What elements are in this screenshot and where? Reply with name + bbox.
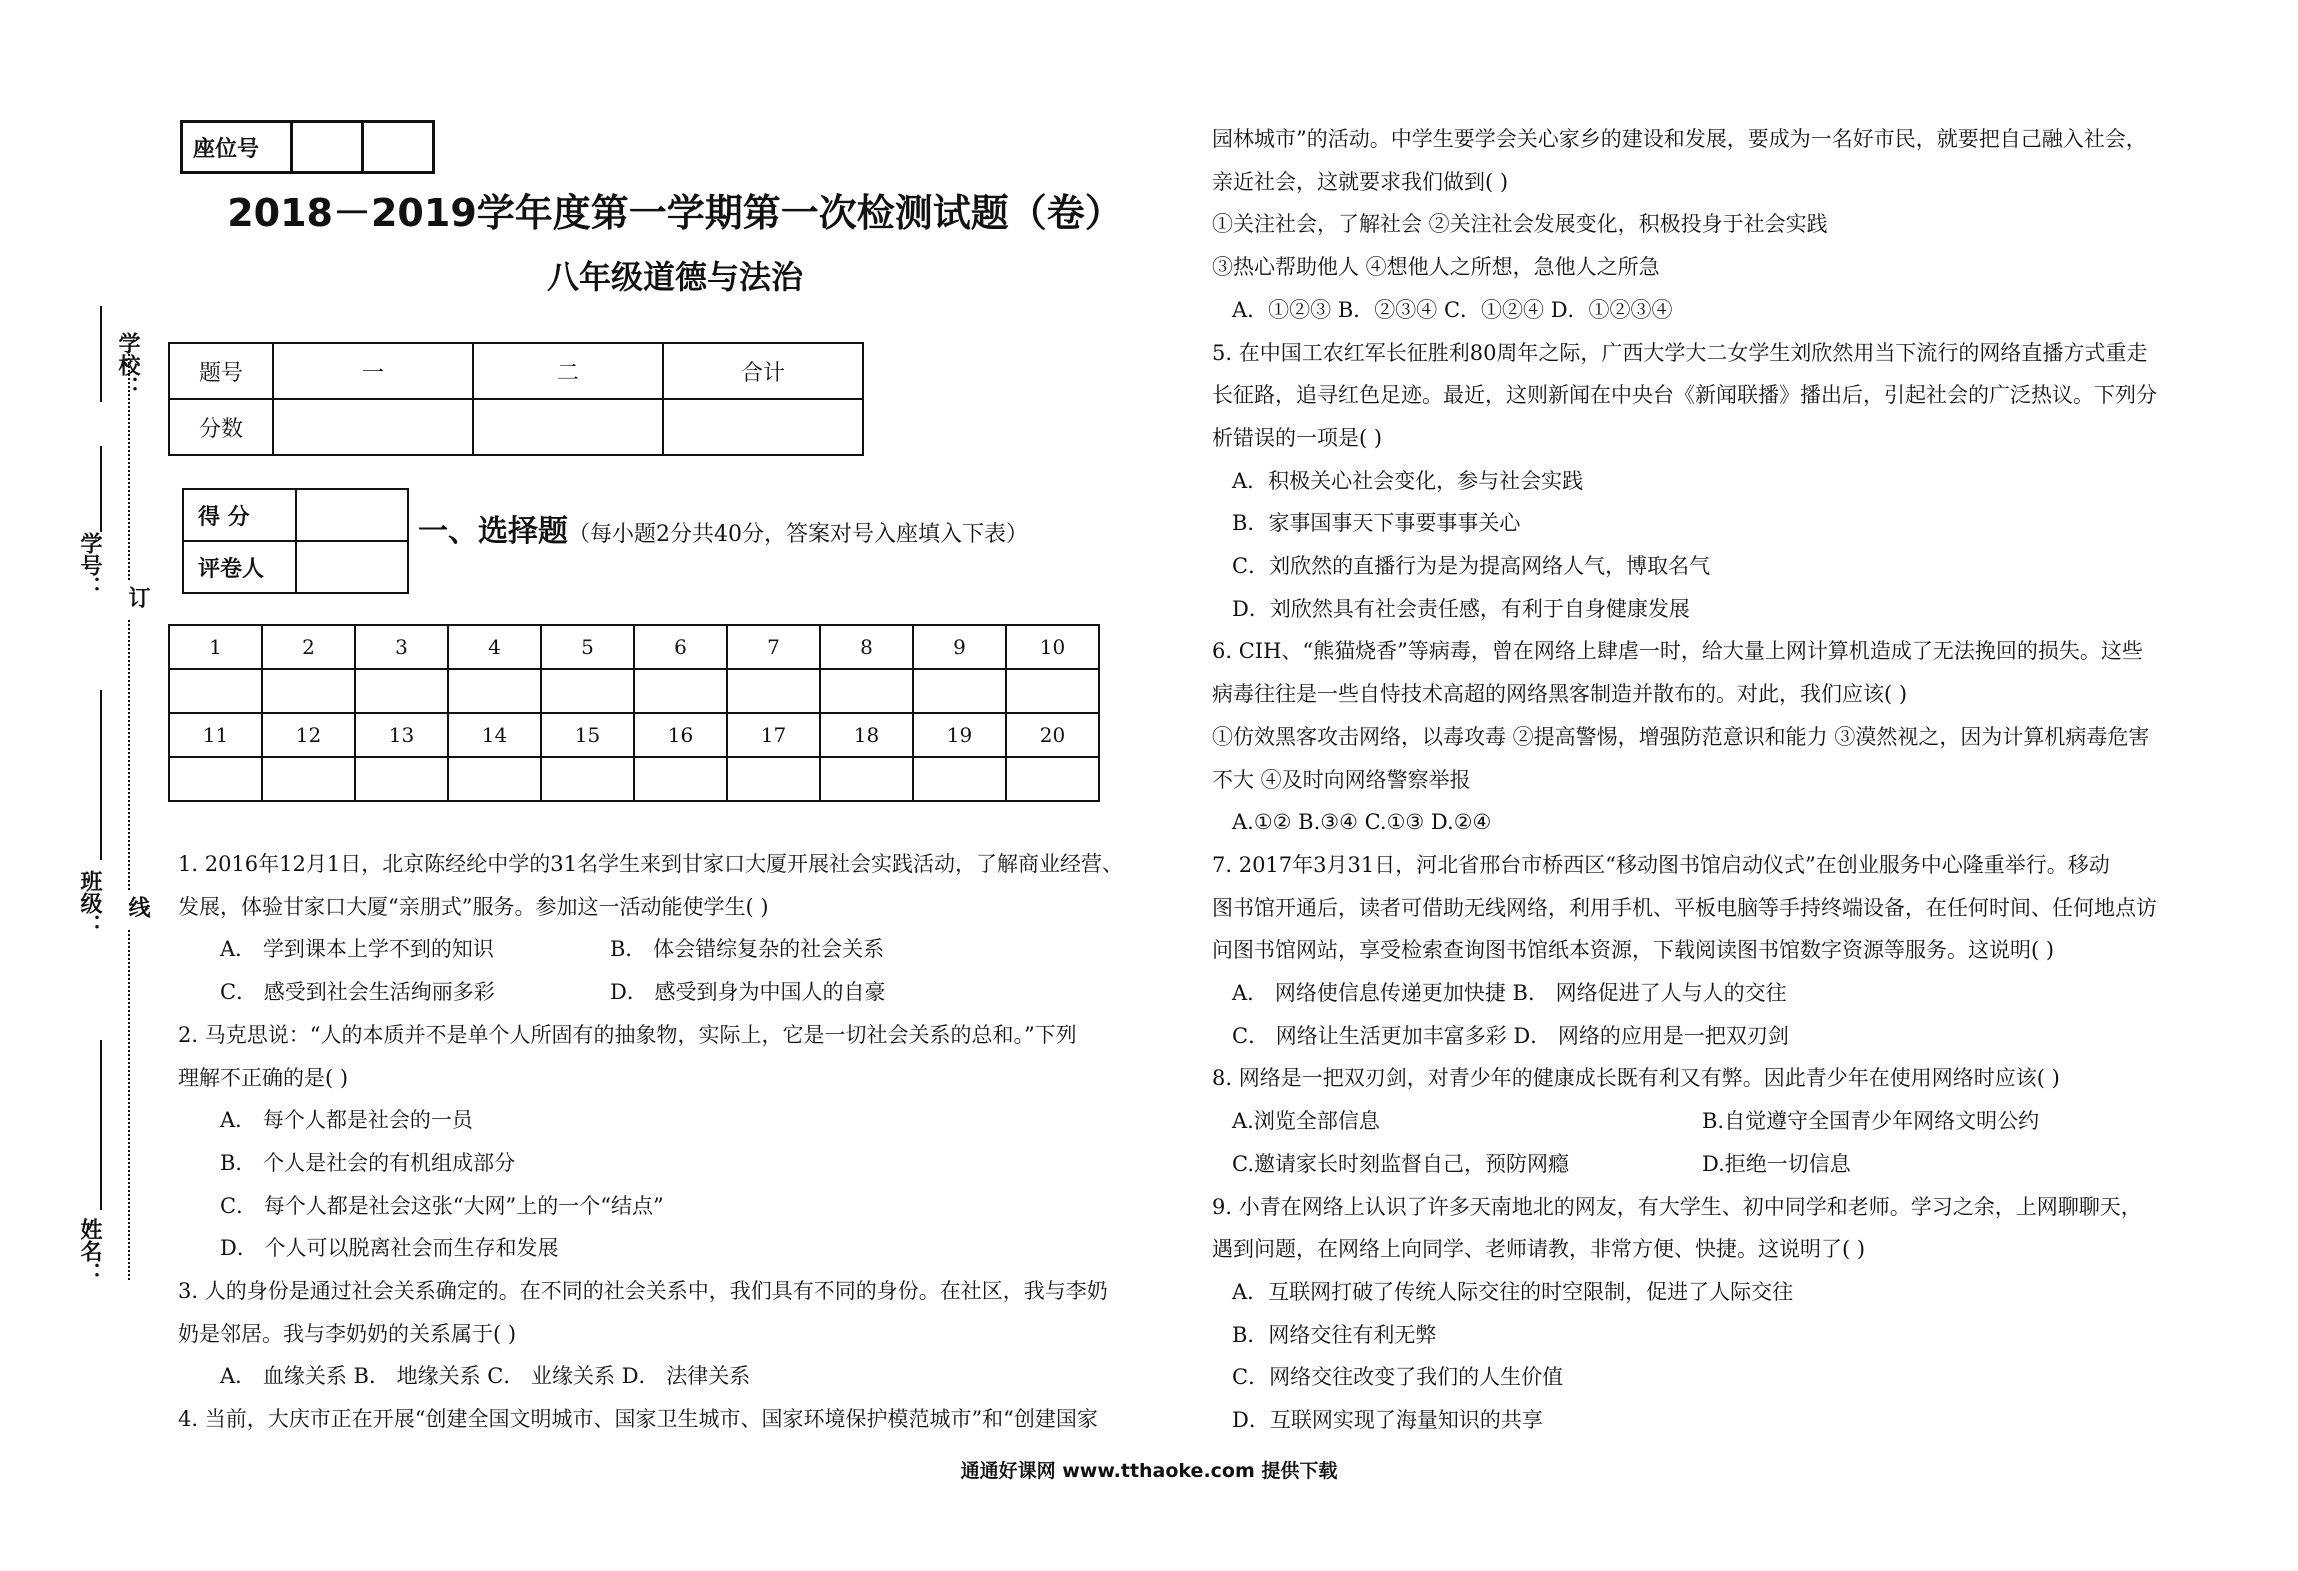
option: A．互联网打破了传统人际交往的时空限制，促进了人际交往 bbox=[1232, 1279, 1794, 1304]
score-cell[interactable] bbox=[663, 399, 863, 455]
binding-xian: 线 bbox=[125, 896, 150, 918]
question-column-left bbox=[178, 843, 1178, 1441]
section-title: 一、选择题 bbox=[418, 514, 568, 549]
answer-number: 13 bbox=[355, 713, 448, 757]
answer-number: 14 bbox=[448, 713, 541, 757]
answer-cell[interactable] bbox=[913, 669, 1006, 713]
answer-cell[interactable] bbox=[355, 757, 448, 801]
option: B.自觉遵守全国青少年网络文明公约 bbox=[1702, 1109, 2040, 1134]
answer-grid bbox=[168, 624, 1100, 802]
answer-number: 9 bbox=[913, 625, 1006, 669]
option: A． 每个人都是社会的一员 bbox=[220, 1108, 473, 1133]
answer-number: 10 bbox=[1006, 625, 1099, 669]
answer-number: 3 bbox=[355, 625, 448, 669]
answer-number: 17 bbox=[727, 713, 820, 757]
answer-number: 15 bbox=[541, 713, 634, 757]
option: D．刘欣然具有社会责任感，有利于自身健康发展 bbox=[1232, 596, 1690, 621]
answer-number: 11 bbox=[169, 713, 262, 757]
option: C．刘欣然的直播行为是为提高网络人气，博取名气 bbox=[1232, 554, 1711, 579]
answer-number: 20 bbox=[1006, 713, 1099, 757]
score-label: 得 分 bbox=[183, 489, 296, 541]
footer-credit: 通通好课网 www.tthaoke.com 提供下载 bbox=[960, 1460, 1338, 1482]
question-line: 1. 2016年12月1日，北京陈经纶中学的31名学生来到甘家口大厦开展社会实践活动，了解商业经营、 bbox=[178, 852, 1123, 876]
question-line: ①关注社会，了解社会 ②关注社会发展变化，积极投身于社会实践 bbox=[1212, 212, 1828, 237]
option: A． 网络使信息传递更加快捷 B． 网络促进了人与人的交往 bbox=[1232, 981, 1787, 1006]
answer-number: 2 bbox=[262, 625, 355, 669]
question-line: ①仿效黑客攻击网络，以毒攻毒 ②提高警惕，增强防范意识和能力 ③漠然视之，因为计算机病毒危害 bbox=[1212, 724, 2150, 749]
section-note: （每小题2分共40分，答案对号入座填入下表） bbox=[568, 522, 1028, 547]
answer-cell[interactable] bbox=[1006, 757, 1099, 801]
score-header: 一 bbox=[273, 343, 473, 399]
answer-number: 1 bbox=[169, 625, 262, 669]
answer-cell[interactable] bbox=[820, 669, 913, 713]
grader-label: 评卷人 bbox=[183, 541, 296, 593]
question-line: 问图书馆网站，享受检索查询图书馆纸本资源，下载阅读图书馆数字资源等服务。这说明( ) bbox=[1212, 938, 2055, 963]
number-line bbox=[100, 446, 102, 532]
option-row bbox=[178, 971, 1178, 1014]
option: A．积极关心社会变化，参与社会实践 bbox=[1232, 468, 1584, 493]
option: B． 体会错综复杂的社会关系 bbox=[610, 937, 885, 962]
score-cell[interactable] bbox=[273, 399, 473, 455]
option: C.邀请家长时刻监督自己，预防网瘾 bbox=[1232, 1151, 1569, 1176]
question-line: 长征路，追寻红色足迹。最近，这则新闻在中央台《新闻联播》播出后，引起社会的广泛热议。下列分 bbox=[1212, 383, 2157, 408]
question-line: 8. 网络是一把双刃剑，对青少年的健康成长既有利又有弊。因此青少年在使用网络时应该( ) bbox=[1212, 1066, 2060, 1091]
option: B． 个人是社会的有机组成部分 bbox=[220, 1150, 516, 1175]
section-heading bbox=[418, 506, 1028, 550]
option: C． 感受到社会生活绚丽多彩 bbox=[220, 980, 495, 1005]
answer-cell[interactable] bbox=[727, 757, 820, 801]
class-line bbox=[100, 690, 102, 860]
option: C．网络交往改变了我们的人生价值 bbox=[1232, 1365, 1564, 1390]
grader-box bbox=[182, 488, 409, 594]
class-label: 班级： bbox=[77, 870, 102, 936]
question-line: 亲近社会，这就要求我们做到( ) bbox=[1212, 169, 1509, 194]
option: B．家事国事天下事要事事关心 bbox=[1232, 511, 1521, 536]
answer-cell[interactable] bbox=[169, 757, 262, 801]
option: A．①②③ B．②③④ C．①②④ D．①②③④ bbox=[1232, 297, 1673, 322]
exam-subtitle: 八年级道德与法治 bbox=[546, 258, 803, 296]
answer-number: 16 bbox=[634, 713, 727, 757]
answer-number: 5 bbox=[541, 625, 634, 669]
score-header: 合计 bbox=[663, 343, 863, 399]
question-line: 遇到问题，在网络上向同学、老师请教，非常方便、快捷。这说明了( ) bbox=[1212, 1237, 1866, 1262]
answer-cell[interactable] bbox=[913, 757, 1006, 801]
answer-cell[interactable] bbox=[448, 757, 541, 801]
question-line: 理解不正确的是( ) bbox=[178, 1065, 349, 1090]
option: D.拒绝一切信息 bbox=[1702, 1151, 1851, 1176]
seat-label: 座位号 bbox=[182, 122, 292, 173]
answer-cell[interactable] bbox=[1006, 669, 1099, 713]
answer-cell[interactable] bbox=[634, 757, 727, 801]
answer-cell[interactable] bbox=[820, 757, 913, 801]
school-label: 学校： bbox=[115, 332, 140, 398]
answer-cell[interactable] bbox=[262, 757, 355, 801]
question-line: ③热心帮助他人 ④想他人之所想，急他人之所急 bbox=[1212, 255, 1660, 280]
answer-number: 18 bbox=[820, 713, 913, 757]
option: D． 感受到身为中国人的自豪 bbox=[610, 980, 886, 1005]
answer-number: 19 bbox=[913, 713, 1006, 757]
question-line: 园林城市”的活动。中学生要学会关心家乡的建设和发展，要成为一名好市民，就要把自己融入社会， bbox=[1212, 127, 2147, 151]
seat-number-box bbox=[180, 120, 435, 174]
option: C． 网络让生活更加丰富多彩 D． 网络的应用是一把双刃剑 bbox=[1232, 1023, 1789, 1048]
binding-ding: 订 bbox=[125, 586, 150, 608]
option-row bbox=[178, 928, 1178, 971]
question-line: 图书馆开通后，读者可借助无线网络，利用手机、平板电脑等手持终端设备，在任何时间、任何地点访 bbox=[1212, 895, 2157, 920]
question-line: 奶是邻居。我与李奶奶的关系属于( ) bbox=[178, 1321, 517, 1346]
school-line bbox=[100, 306, 102, 402]
question-line: 病毒往往是一些自恃技术高超的网络黑客制造并散布的。对此，我们应该( ) bbox=[1212, 682, 1908, 707]
answer-number: 4 bbox=[448, 625, 541, 669]
binding-dotted-line bbox=[128, 620, 130, 890]
score-header: 题号 bbox=[169, 343, 273, 399]
number-label: 学号： bbox=[77, 532, 102, 598]
answer-cell[interactable] bbox=[169, 669, 262, 713]
answer-cell[interactable] bbox=[541, 669, 634, 713]
option: A.①② B.③④ C.①③ D.②④ bbox=[1232, 810, 1492, 835]
question-line: 发展，体验甘家口大厦“亲朋式”服务。参加这一活动能使学生( ) bbox=[178, 894, 769, 919]
option: C． 每个人都是社会这张“大网”上的一个“结点” bbox=[220, 1193, 664, 1218]
option-row bbox=[1212, 1143, 2212, 1186]
question-line: 析错误的一项是( ) bbox=[1212, 425, 1383, 450]
option: D．互联网实现了海量知识的共享 bbox=[1232, 1408, 1543, 1433]
option: D． 个人可以脱离社会而生存和发展 bbox=[220, 1236, 559, 1261]
option: A． 学到课本上学不到的知识 bbox=[220, 937, 494, 962]
question-line: 3. 人的身份是通过社会关系确定的。在不同的社会关系中，我们具有不同的身份。在社区，我与李奶 bbox=[178, 1279, 1108, 1304]
answer-cell[interactable] bbox=[634, 669, 727, 713]
question-line: 9. 小青在网络上认识了许多天南地北的网友，有大学生、初中同学和老师。学习之余，上网聊聊天， bbox=[1212, 1194, 2142, 1219]
answer-cell[interactable] bbox=[262, 669, 355, 713]
question-line: 6. CIH、“熊猫烧香”等病毒，曾在网络上肆虐一时，给大量上网计算机造成了无法挽回的损失。这些 bbox=[1212, 639, 2143, 664]
exam-title: 2018－2019学年度第一学期第一次检测试题（卷） bbox=[227, 191, 1123, 235]
question-line: 4. 当前，大庆市正在开展“创建全国文明城市、国家卫生城市、国家环境保护模范城市”和“创建国家 bbox=[178, 1407, 1098, 1432]
name-label: 姓名： bbox=[77, 1218, 102, 1284]
answer-number: 12 bbox=[262, 713, 355, 757]
answer-cell[interactable] bbox=[355, 669, 448, 713]
option: A.浏览全部信息 bbox=[1232, 1109, 1380, 1134]
score-input-cell[interactable] bbox=[296, 489, 408, 541]
question-line: 5. 在中国工农红军长征胜利80周年之际，广西大学大二女学生刘欣然用当下流行的网络直播方式重走 bbox=[1212, 340, 2148, 365]
score-table bbox=[168, 342, 864, 456]
answer-cell[interactable] bbox=[727, 669, 820, 713]
question-column-right bbox=[1212, 118, 2212, 1442]
binding-dotted-line bbox=[128, 350, 130, 580]
answer-number: 6 bbox=[634, 625, 727, 669]
answer-number: 7 bbox=[727, 625, 820, 669]
answer-cell[interactable] bbox=[541, 757, 634, 801]
answer-cell[interactable] bbox=[448, 669, 541, 713]
question-line: 2. 马克思说：“人的本质并不是单个人所固有的抽象物，实际上，它是一切社会关系的总和。”下列 bbox=[178, 1022, 1077, 1047]
grader-input-cell[interactable] bbox=[296, 541, 408, 593]
question-line: 不大 ④及时向网络警察举报 bbox=[1212, 767, 1471, 792]
option: A． 血缘关系 B． 地缘关系 C． 业缘关系 D． 法律关系 bbox=[220, 1364, 751, 1389]
score-cell[interactable] bbox=[473, 399, 663, 455]
seat-cell[interactable] bbox=[292, 122, 363, 173]
score-row-label: 分数 bbox=[169, 399, 273, 455]
score-header: 二 bbox=[473, 343, 663, 399]
option-row bbox=[1212, 1100, 2212, 1143]
question-line: 7. 2017年3月31日，河北省邢台市桥西区“移动图书馆启动仪式”在创业服务中心隆重举行。移动 bbox=[1212, 852, 2110, 877]
answer-number: 8 bbox=[820, 625, 913, 669]
option: B．网络交往有利无弊 bbox=[1232, 1322, 1437, 1347]
name-line bbox=[100, 1040, 102, 1210]
binding-dotted-line bbox=[128, 930, 130, 1280]
seat-cell[interactable] bbox=[363, 122, 434, 173]
